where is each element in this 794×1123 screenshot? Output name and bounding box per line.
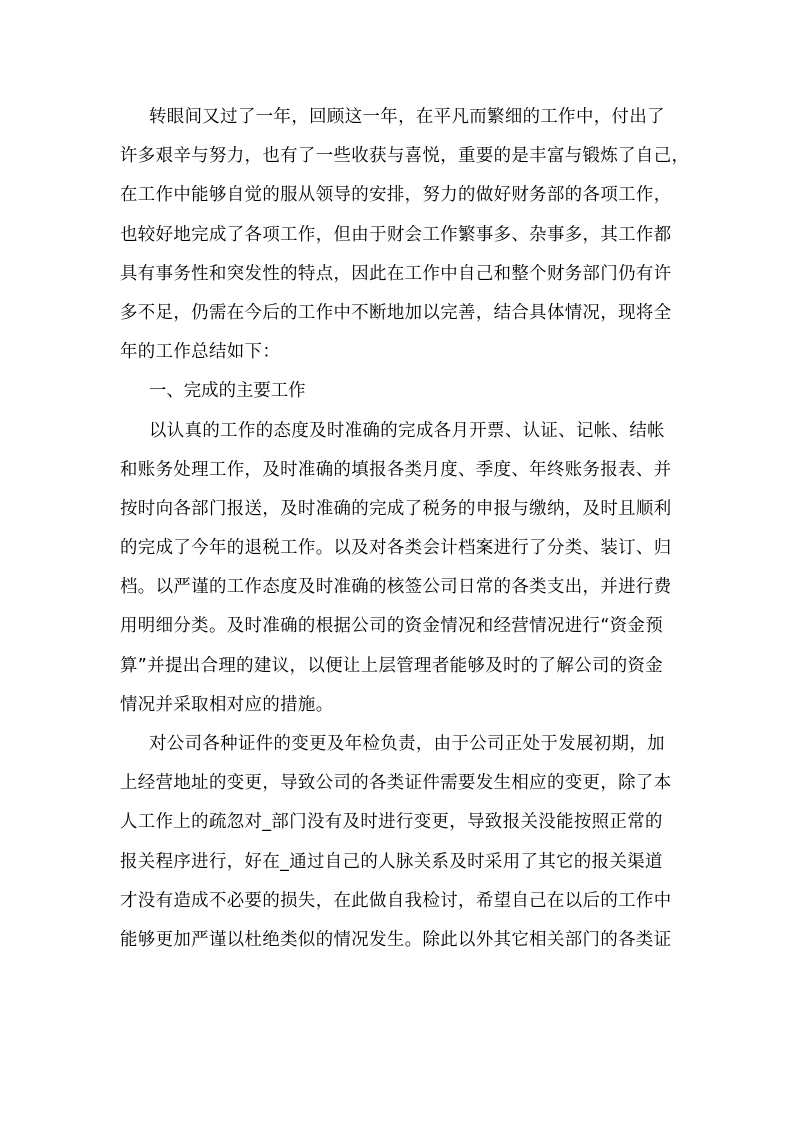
text-line: 上经营地址的变更，导致公司的各类证件需要发生相应的变更，除了本 [120, 773, 672, 794]
text-line: 档。以严谨的工作态度及时准确的核签公司日常的各类支出，并进行费 [120, 577, 672, 598]
text-line: 对公司各种证件的变更及年检负责，由于公司正处于发展初期，加 [149, 734, 665, 755]
text-line: 按时向各部门报送，及时准确的完成了税务的申报与缴纳，及时且顺利 [120, 498, 672, 519]
text-line: 以认真的工作的态度及时准确的完成各月开票、认证、记帐、结帐 [149, 420, 665, 441]
document-body [120, 98, 690, 960]
paragraph-intro [120, 98, 690, 372]
text-line: 能够更加严谨以杜绝类似的情况发生。除此以外其它相关部门的各类证 [120, 929, 672, 950]
paragraph-main-work [120, 412, 672, 726]
text-line: 才没有造成不必要的损失，在此做自我检讨，希望自己在以后的工作中 [120, 890, 672, 911]
text-line: 的完成了今年的退税工作。以及对各类会计档案进行了分类、装订、归 [120, 538, 672, 559]
text-line: 情况并采取相对应的措施。 [120, 694, 334, 715]
text-line: 用明细分类。及时准确的根据公司的资金情况和经营情况进行“资金预 [120, 616, 664, 637]
text-line: 年的工作总结如下： [120, 342, 281, 363]
text-line: 人工作上的疏忽对_部门没有及时进行变更，导致报关没能按照正常的 [120, 812, 663, 833]
text-line: 算”并提出合理的建议，以便让上层管理者能够及时的了解公司的资金 [120, 655, 664, 676]
text-line: 多不足，仍需在今后的工作中不断地加以完善，结合具体情况，现将全 [120, 302, 672, 323]
text-line: 许多艰辛与努力，也有了一些收获与喜悦，重要的是丰富与锻炼了自己， [120, 146, 690, 167]
text-line: 具有事务性和突发性的特点，因此在工作中自己和整个财务部门仍有许 [120, 263, 672, 284]
paragraph-certificates [120, 725, 672, 960]
text-line: 在工作中能够自觉的服从领导的安排，努力的做好财务部的各项工作， [120, 185, 672, 206]
text-line: 也较好地完成了各项工作，但由于财会工作繁事多、杂事多，其工作都 [120, 224, 672, 245]
text-line: 报关程序进行，好在_通过自己的人脉关系及时采用了其它的报关渠道 [120, 851, 663, 872]
section-heading: 一、完成的主要工作 [149, 381, 306, 402]
text-line: 转眼间又过了一年，回顾这一年，在平凡而繁细的工作中，付出了 [149, 107, 665, 127]
text-line: 和账务处理工作，及时准确的填报各类月度、季度、年终账务报表、并 [120, 459, 672, 480]
